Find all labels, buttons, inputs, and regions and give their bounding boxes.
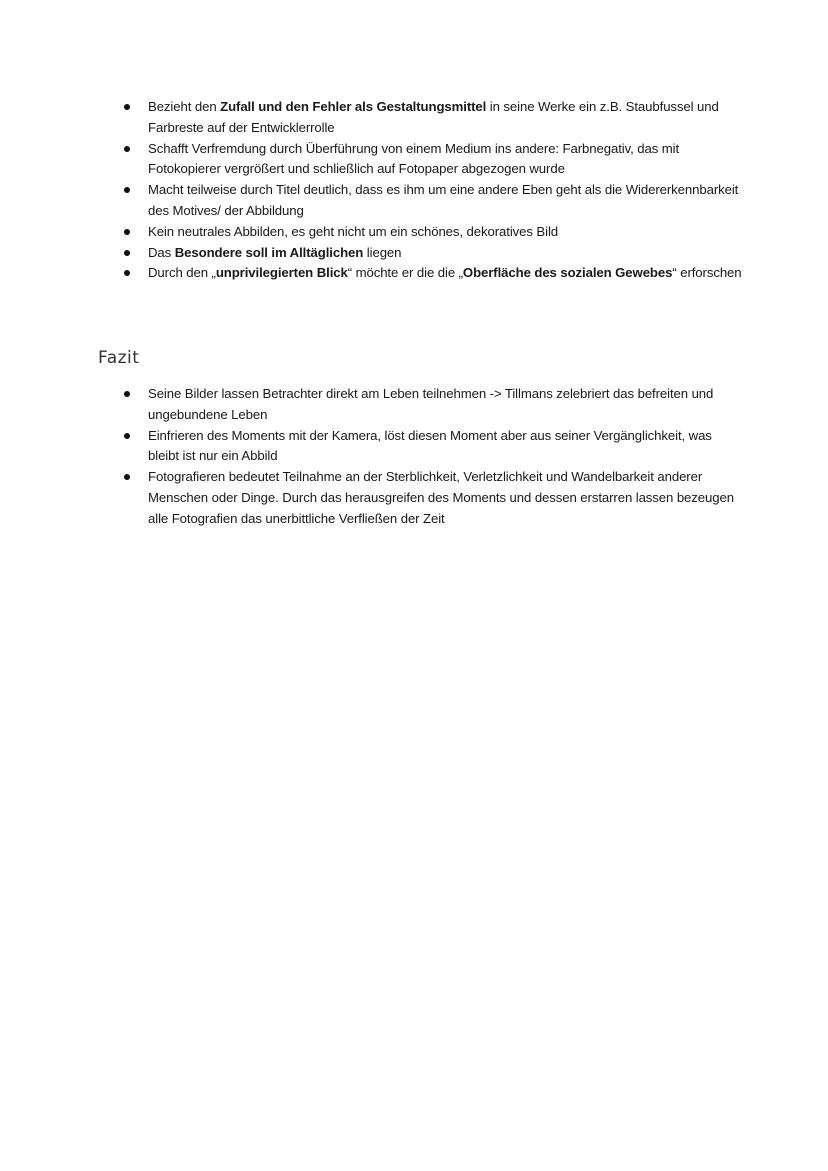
list-item-text: Das (148, 244, 175, 260)
list-item (123, 222, 743, 243)
list-item-text: Fotografieren bedeutet Teilnahme an der Sterblichkeit, Verletzlichkeit und Wandelbarkeit anderer Menschen oder Dinge. Durch das herausgreifen des Moments und dessen erstarren lassen bezeugen alle Fotografien das unerbittliche Verfließen der Zeit (148, 469, 734, 526)
bold-phrase: Zufall und den Fehler als Gestaltungsmittel (220, 99, 487, 114)
bold-phrase: Oberfläche des sozialen Gewebes (462, 265, 673, 281)
list-item (123, 97, 743, 139)
list-item-text: liegen (363, 244, 402, 260)
bullet-list-techniques (123, 97, 743, 284)
list-item-text: “ erforschen (672, 265, 742, 281)
list-item-text: Bezieht den (148, 99, 221, 114)
list-item-text: Macht teilweise durch Titel deutlich, dass es ihm um eine andere Eben geht als die Widererkennbarkeit des Motives/ der Abbildung (148, 182, 739, 218)
list-item (123, 263, 743, 284)
bold-phrase: Besondere soll im Alltäglichen (174, 244, 364, 260)
list-item (123, 384, 743, 426)
list-item-text: Kein neutrales Abbilden, es geht nicht um ein schönes, dekoratives Bild (148, 223, 559, 239)
list-item-text: Schafft Verfremdung durch Überführung von einem Medium ins andere: Farbnegativ, das mit Fotokopierer vergrößert und schließlich auf Fotopaper abgezogen wurde (148, 140, 680, 177)
bullet-list-fazit (123, 384, 743, 530)
list-item-text: Seine Bilder lassen Betrachter direkt am Leben teilnehmen -> Tillmans zelebriert das befreiten und ungebundene Leben (148, 386, 714, 422)
list-item (123, 180, 743, 222)
list-item (123, 139, 743, 181)
list-item-text: Durch den „ (148, 265, 216, 281)
list-item (123, 243, 743, 264)
list-item (123, 426, 743, 468)
bold-phrase: unprivilegierten Blick (215, 265, 348, 281)
list-item-text: Einfrieren des Moments mit der Kamera, löst diesen Moment aber aus seiner Vergänglichkeit, was bleibt ist nur ein Abbild (148, 427, 712, 464)
list-item-text: in seine Werke ein z.B. Staubfussel und Farbreste auf der Entwicklerrolle (148, 99, 719, 135)
section-heading-fazit: Fazit (98, 348, 140, 368)
list-item-text: “ möchte er die die „ (347, 265, 463, 281)
list-item (123, 467, 743, 529)
